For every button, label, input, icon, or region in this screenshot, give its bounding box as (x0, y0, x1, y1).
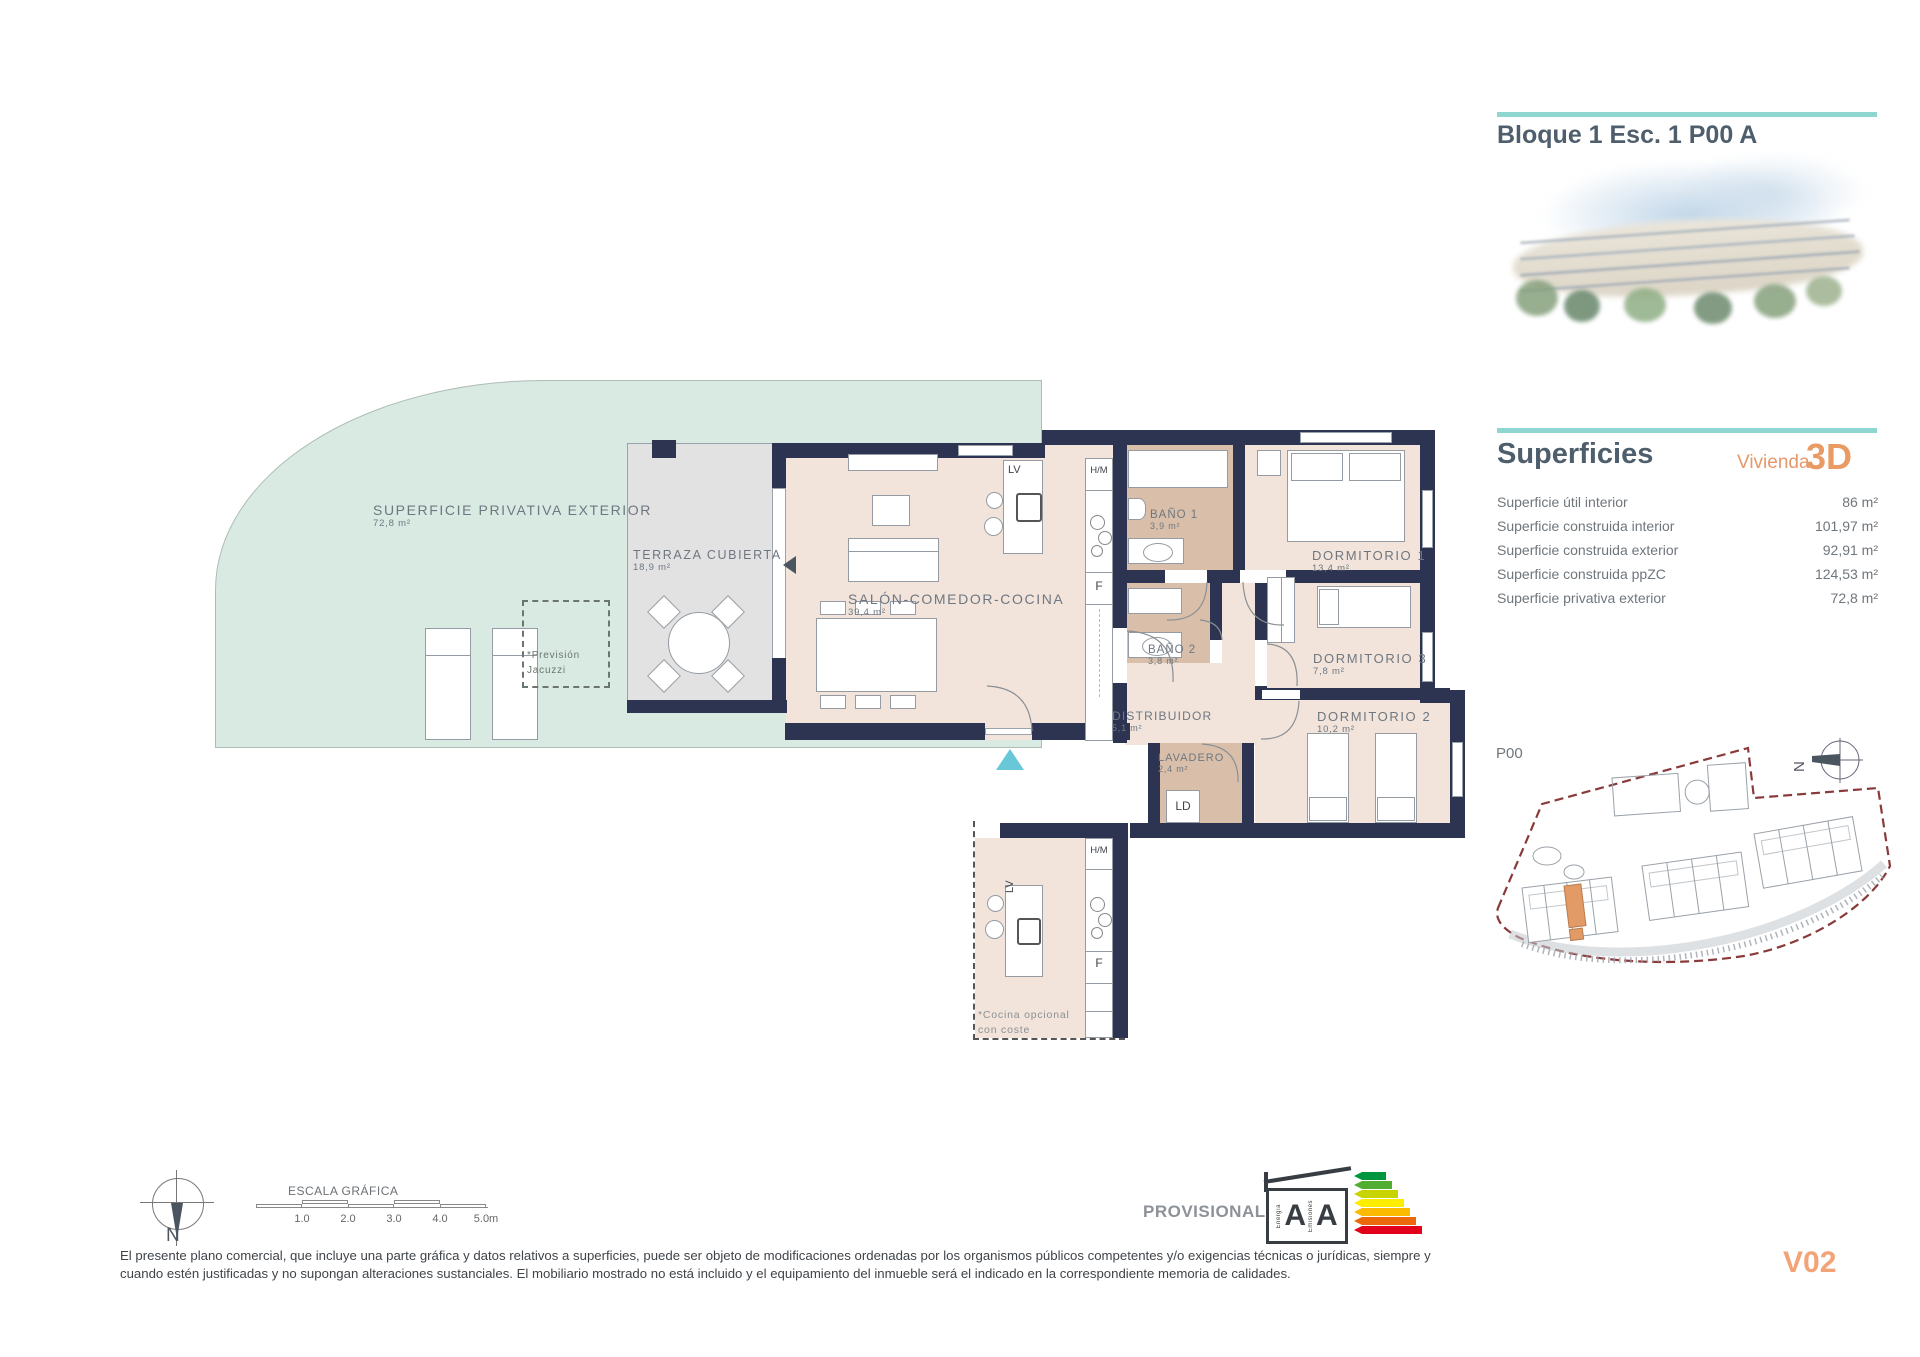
coffee-table (872, 495, 910, 526)
table-row (1497, 590, 1878, 606)
optional-kitchen-note: *Cocina opcional con coste (978, 1009, 1070, 1036)
floor-level-label: P00 (1496, 745, 1523, 762)
vivienda-label: Vivienda (1737, 452, 1810, 473)
hob-burner (1091, 927, 1103, 939)
energy-bar (1354, 1190, 1398, 1198)
energy-bar (1354, 1172, 1386, 1180)
wall (627, 700, 787, 713)
scale-title: ESCALA GRÁFICA (288, 1184, 399, 1198)
wall (1113, 443, 1127, 743)
site-plan (1492, 738, 1912, 1010)
fridge-label: F (1095, 579, 1103, 593)
wardrobe (1267, 577, 1295, 643)
building-rendering (1498, 152, 1883, 352)
disclaimer-line: El presente plano comercial, que incluye una parte gráfica y datos relativos a superficies, puede ser objeto de modificaciones ordenadas por los organismos públicos competentes y/o exigencias técnicas o jurídicas, siempre y (120, 1248, 1431, 1263)
entrance-arrow (996, 749, 1024, 770)
scale-tick: 4.0 (432, 1213, 448, 1225)
row-value: 101,97 m² (1814, 518, 1878, 534)
kitchen-sink (1016, 493, 1042, 522)
bathtub (1128, 588, 1182, 614)
scale-tick: 5.0m (473, 1213, 499, 1225)
nightstand (1257, 450, 1281, 476)
energia-label: Energía (1276, 1203, 1283, 1229)
dining-chair (820, 601, 846, 615)
room-label-terraza: TERRAZA CUBIERTA 18,9 m² (633, 548, 782, 573)
row-value: 124,53 m² (1814, 566, 1878, 582)
room-label-lavadero: LAVADERO 2,4 m² (1158, 752, 1225, 774)
energy-house-roof (1264, 1166, 1352, 1184)
washer-label: H/M (1090, 465, 1108, 476)
row-label: Superficie construida exterior (1497, 542, 1679, 558)
kitchen-counter (1085, 458, 1113, 741)
room-label-dorm1: DORMITORIO 1 13,4 m² (1312, 548, 1427, 574)
pillow (1291, 453, 1343, 481)
table-row (1497, 542, 1878, 558)
energy-rating-letter: A (1284, 1199, 1306, 1232)
disclaimer-line: cuando estén justificadas y no supongan alteraciones sustanciales. El mobiliario mostrado no está incluido y el equipamiento del inmueble será el indicado en la correspondiente memoria de calidades. (120, 1266, 1291, 1281)
scale-tick: 1.0 (294, 1213, 310, 1225)
room-label-bano2: BAÑO 2 3,8 m² (1148, 644, 1197, 666)
wall (1000, 823, 1113, 838)
stool (986, 492, 1003, 509)
divider-rule (1497, 112, 1877, 117)
page-title: Bloque 1 Esc. 1 P00 A (1497, 121, 1758, 149)
door-opening (1255, 640, 1267, 686)
pillow (1377, 797, 1415, 821)
table-row (1497, 566, 1878, 582)
hob-burner (1090, 515, 1105, 530)
row-label: Superficie útil interior (1497, 494, 1628, 510)
hob-burner (1098, 913, 1112, 927)
window (1300, 432, 1392, 443)
stool (984, 517, 1003, 536)
scale-bar (256, 1200, 499, 1230)
window (1452, 742, 1463, 797)
door-opening (1210, 640, 1222, 663)
site-north-label: N (1791, 761, 1808, 772)
row-value: 72,8 m² (1830, 590, 1878, 606)
row-label: Superficie privativa exterior (1497, 590, 1666, 606)
sideboard (848, 454, 938, 471)
provisional-label: PROVISIONAL (1143, 1202, 1266, 1221)
energy-bar (1354, 1208, 1410, 1216)
energy-bar (1354, 1181, 1392, 1189)
dining-table (816, 618, 937, 692)
wall (1130, 823, 1465, 838)
energy-bar (1354, 1199, 1404, 1207)
energy-bar (1354, 1226, 1422, 1234)
dishwasher-label: LV (1008, 464, 1021, 476)
jacuzzi-note: *Previsión Jacuzzi (527, 650, 581, 676)
room-label-exterior: SUPERFICIE PRIVATIVA EXTERIOR 72,8 m² (373, 502, 652, 529)
sofa (848, 538, 939, 582)
scale-tick: 2.0 (340, 1213, 356, 1225)
superficies-title: Superficies (1497, 438, 1654, 470)
room-label-salon: SALÓN-COMEDOR-COCINA 39,4 m² (848, 591, 1065, 618)
window (958, 445, 1013, 456)
door-opening (1165, 570, 1207, 583)
door-opening (1262, 690, 1300, 699)
divider-rule (1497, 428, 1877, 433)
stool (985, 920, 1004, 939)
hob-burner (1091, 545, 1103, 557)
unit-code: 3D (1806, 436, 1853, 477)
hob-burner (1090, 897, 1105, 912)
dining-chair (855, 695, 881, 709)
sun-lounger (425, 628, 471, 740)
wall (1113, 823, 1128, 1038)
dining-chair (890, 695, 916, 709)
north-compass (130, 1165, 240, 1260)
window (1422, 490, 1433, 548)
toilet (1128, 498, 1146, 520)
kitchen-counter (1085, 838, 1113, 1038)
wall-pillar (652, 440, 676, 458)
pillow (1349, 453, 1401, 481)
dishwasher-label: LV (1004, 880, 1016, 893)
row-label: Superficie construida ppZC (1497, 566, 1666, 582)
table-row (1497, 518, 1878, 534)
stool (987, 895, 1004, 912)
vanity (1128, 538, 1184, 564)
disclaimer (120, 1247, 1520, 1283)
site-north-compass (1812, 738, 1863, 783)
room-label-bano1: BAÑO 1 3,9 m² (1150, 509, 1199, 531)
washer-label: H/M (1090, 845, 1108, 856)
table-row (1497, 494, 1878, 510)
room-label-dorm3: DORMITORIO 3 7,8 m² (1313, 651, 1428, 677)
wall (772, 443, 786, 488)
terrace-glass-door (772, 488, 786, 660)
north-label: N (166, 1225, 180, 1246)
entrance-door-leaf (985, 728, 1032, 735)
room-label-dorm2: DORMITORIO 2 10,2 m² (1317, 709, 1432, 735)
wall (1242, 743, 1254, 823)
row-label: Superficie construida interior (1497, 518, 1675, 534)
kitchen-sink (1017, 918, 1041, 945)
row-value: 86 m² (1842, 494, 1878, 510)
energy-rating-letter: A (1316, 1199, 1338, 1232)
emisiones-label: Emisiones (1308, 1199, 1314, 1233)
hob-burner (1098, 531, 1112, 545)
dining-chair (820, 695, 846, 709)
row-value: 92,91 m² (1822, 542, 1878, 558)
room-label-distribuidor: DISTRIBUIDOR 5,1 m² (1112, 709, 1213, 733)
fridge-label: F (1095, 956, 1103, 970)
scale-tick: 3.0 (386, 1213, 402, 1225)
pillow (1309, 797, 1347, 821)
shower (1128, 450, 1228, 488)
energy-house-box (1266, 1188, 1348, 1244)
energy-certificate-icon (1262, 1166, 1422, 1256)
version-label: V02 (1783, 1246, 1837, 1279)
section-marker (783, 556, 796, 574)
laundry-label: LD (1175, 799, 1191, 813)
door-opening (1113, 628, 1127, 683)
energy-bar (1354, 1217, 1416, 1225)
wall (1233, 445, 1245, 570)
pillow (1319, 589, 1339, 625)
wall (785, 723, 985, 740)
